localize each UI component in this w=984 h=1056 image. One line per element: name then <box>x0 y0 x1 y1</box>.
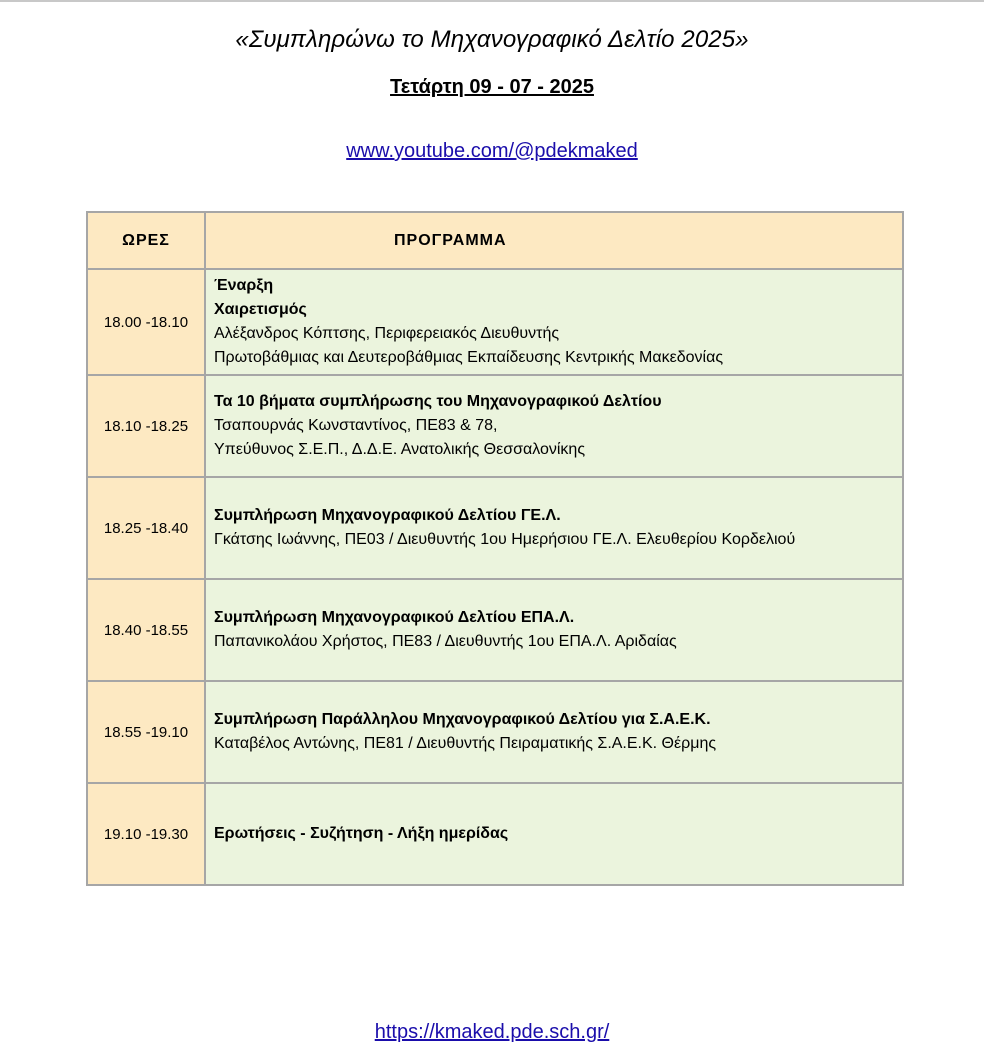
row-time: 18.10 -18.25 <box>87 375 205 477</box>
row-time: 19.10 -19.30 <box>87 783 205 885</box>
row-program <box>205 681 903 783</box>
row-program <box>205 477 903 579</box>
program-line: Αλέξανδρος Κόπτσης, Περιφερειακός Διευθυντής <box>214 325 560 342</box>
table-header-row <box>87 212 903 269</box>
table-row <box>87 269 903 375</box>
program-line: Ερωτήσεις - Συζήτηση - Λήξη ημερίδας <box>214 825 509 842</box>
program-line: Γκάτσης Ιωάννης, ΠΕ03 / Διευθυντής 1ου Ημερήσιου ΓΕ.Λ. Ελευθερίου Κορδελιού <box>214 531 796 548</box>
table-row <box>87 579 903 681</box>
header-time: ΩΡΕΣ <box>87 212 205 269</box>
program-line: Τα 10 βήματα συμπλήρωσης του Μηχανογραφικού Δελτίου <box>214 393 662 410</box>
document-title: «Συμπληρώνω το Μηχανογραφικό Δελτίο 2025» <box>235 26 749 53</box>
program-line: Συμπλήρωση Παράλληλου Μηχανογραφικού Δελτίου για Σ.Α.Ε.Κ. <box>214 711 711 728</box>
event-date: Τετάρτη 09 - 07 - 2025 <box>390 76 594 98</box>
table-row <box>87 783 903 885</box>
program-line: Χαιρετισμός <box>214 301 307 318</box>
program-line: Υπεύθυνος Σ.Ε.Π., Δ.Δ.Ε. Ανατολικής Θεσσαλονίκης <box>214 441 586 458</box>
program-line: Συμπλήρωση Μηχανογραφικού Δελτίου ΓΕ.Λ. <box>214 507 561 524</box>
program-line: Παπανικολάου Χρήστος, ΠΕ83 / Διευθυντής 1ου ΕΠΑ.Λ. Αριδαίας <box>214 633 677 650</box>
top-divider <box>0 0 984 2</box>
row-program <box>205 579 903 681</box>
row-time: 18.25 -18.40 <box>87 477 205 579</box>
schedule-body <box>87 269 903 885</box>
program-line: Πρωτοβάθμιας και Δευτεροβάθμιας Εκπαίδευσης Κεντρικής Μακεδονίας <box>214 349 724 366</box>
schedule-table <box>86 211 904 886</box>
program-line: Συμπλήρωση Μηχανογραφικού Δελτίου ΕΠΑ.Λ. <box>214 609 575 626</box>
table-row <box>87 681 903 783</box>
row-time: 18.40 -18.55 <box>87 579 205 681</box>
row-program <box>205 375 903 477</box>
program-line: Τσαπουρνάς Κωνσταντίνος, ΠΕ83 & 78, <box>214 417 498 434</box>
row-program <box>205 783 903 885</box>
row-time: 18.00 -18.10 <box>87 269 205 375</box>
table-row <box>87 477 903 579</box>
table-row <box>87 375 903 477</box>
row-time: 18.55 -19.10 <box>87 681 205 783</box>
row-program <box>205 269 903 375</box>
header-program: ΠΡΟΓΡΑΜΜΑ <box>205 212 903 269</box>
youtube-link[interactable]: www.youtube.com/@pdekmaked <box>346 140 638 162</box>
program-line: Έναρξη <box>214 277 274 294</box>
footer-link[interactable]: https://kmaked.pde.sch.gr/ <box>374 1021 610 1043</box>
program-line: Καταβέλος Αντώνης, ΠΕ81 / Διευθυντής Πειραματικής Σ.Α.Ε.Κ. Θέρμης <box>214 735 717 752</box>
